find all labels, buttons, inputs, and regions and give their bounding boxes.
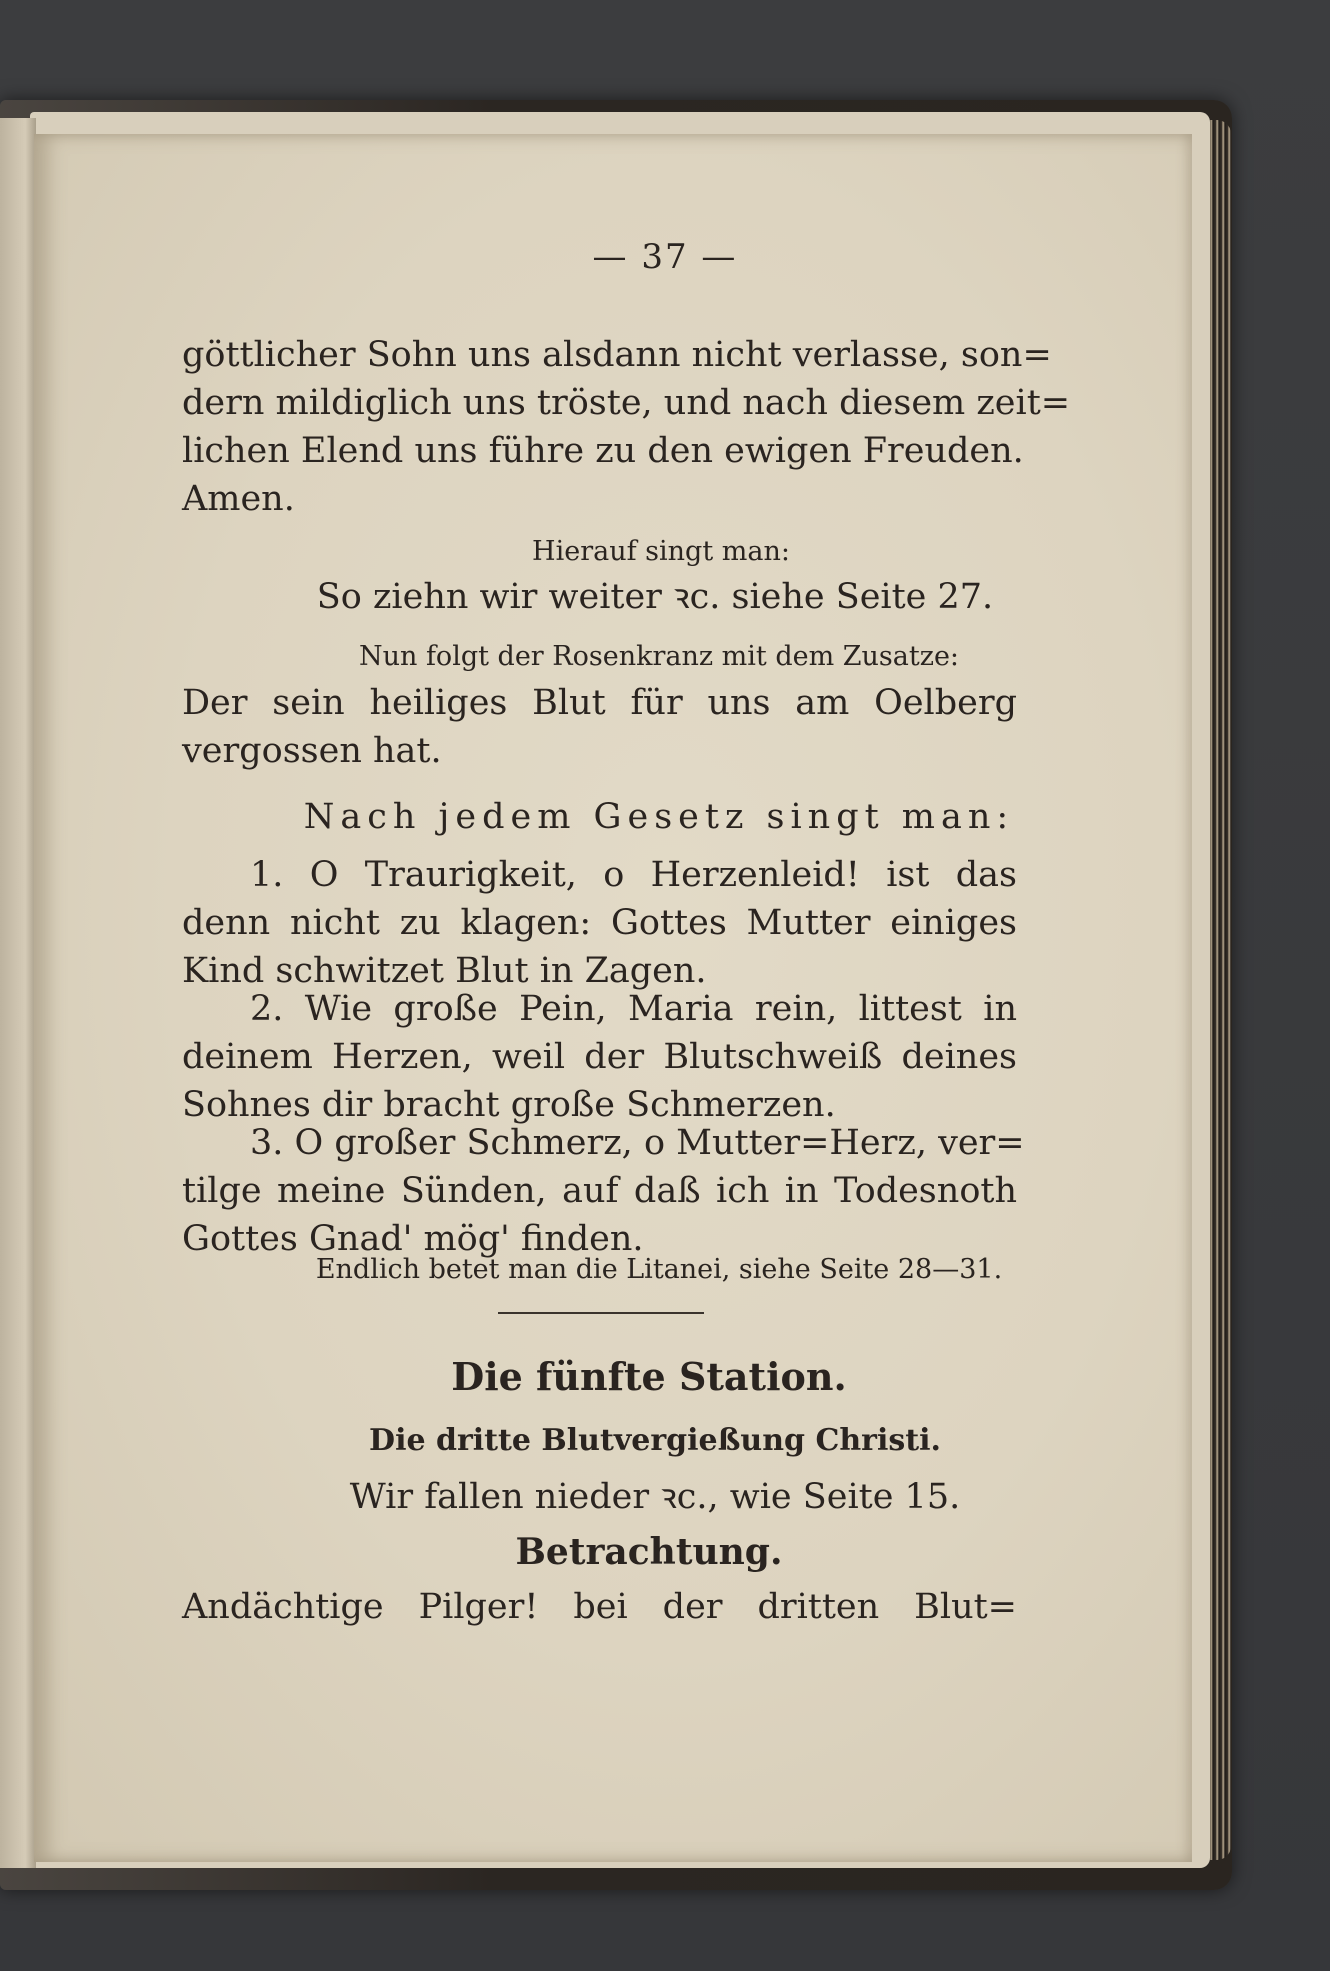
- left-facing-page-edge: [0, 118, 36, 1868]
- verse-line: 3. O großer Schmerz, o Mutter=Herz, ver=: [250, 1123, 1025, 1163]
- instruction-line: Wir fallen nieder ꝛc., wie Seite 15.: [349, 1477, 961, 1517]
- text-line: lichen Elend uns führe zu den ewigen Freuden.: [182, 431, 1024, 471]
- verse-line: Sohnes dir bracht große Schmerzen.: [182, 1085, 836, 1125]
- verse-line: deinem Herzen, weil der Blutschweiß deines: [182, 1037, 1017, 1077]
- page-number: — 37 —: [592, 237, 738, 277]
- rubric: Nun folgt der Rosenkranz mit dem Zusatze:: [358, 641, 960, 672]
- verse-line: denn nicht zu klagen: Gottes Mutter einiges: [182, 903, 1017, 943]
- meditation-heading: Betrachtung.: [515, 1531, 783, 1573]
- rubric: Endlich betet man die Litanei, siehe Seite 28—31.: [315, 1254, 1003, 1285]
- rubric: Hierauf singt man:: [532, 536, 790, 567]
- verse-line: 1. O Traurigkeit, o Herzenleid! ist das: [250, 855, 1017, 895]
- station-subtitle: Die dritte Blutvergießung Christi.: [369, 1423, 941, 1458]
- verse-line: 2. Wie große Pein, Maria rein, littest in: [250, 989, 1017, 1029]
- station-title: Die fünfte Station.: [451, 1354, 847, 1399]
- verse-line: Gottes Gnad' mög' finden.: [182, 1219, 644, 1259]
- text-line: Amen.: [182, 479, 295, 519]
- text-line: vergossen hat.: [182, 731, 442, 771]
- section-divider: [498, 1312, 704, 1314]
- text-line: Der sein heiliges Blut für uns am Oelberg: [182, 683, 1017, 723]
- text-line: göttlicher Sohn uns alsdann nicht verlasse, son=: [182, 335, 1052, 375]
- text-line: Andächtige Pilger! bei der dritten Blut=: [182, 1587, 1017, 1627]
- rubric-spaced: Nach jedem Gesetz singt man:: [303, 797, 1015, 837]
- text-line: dern mildiglich uns tröste, und nach diesem zeit=: [182, 383, 1071, 423]
- song-reference: So ziehn wir weiter ꝛc. siehe Seite 27.: [316, 577, 994, 617]
- verse-line: Kind schwitzet Blut in Zagen.: [182, 951, 707, 991]
- verse-line: tilge meine Sünden, auf daß ich in Todesnoth: [182, 1171, 1017, 1211]
